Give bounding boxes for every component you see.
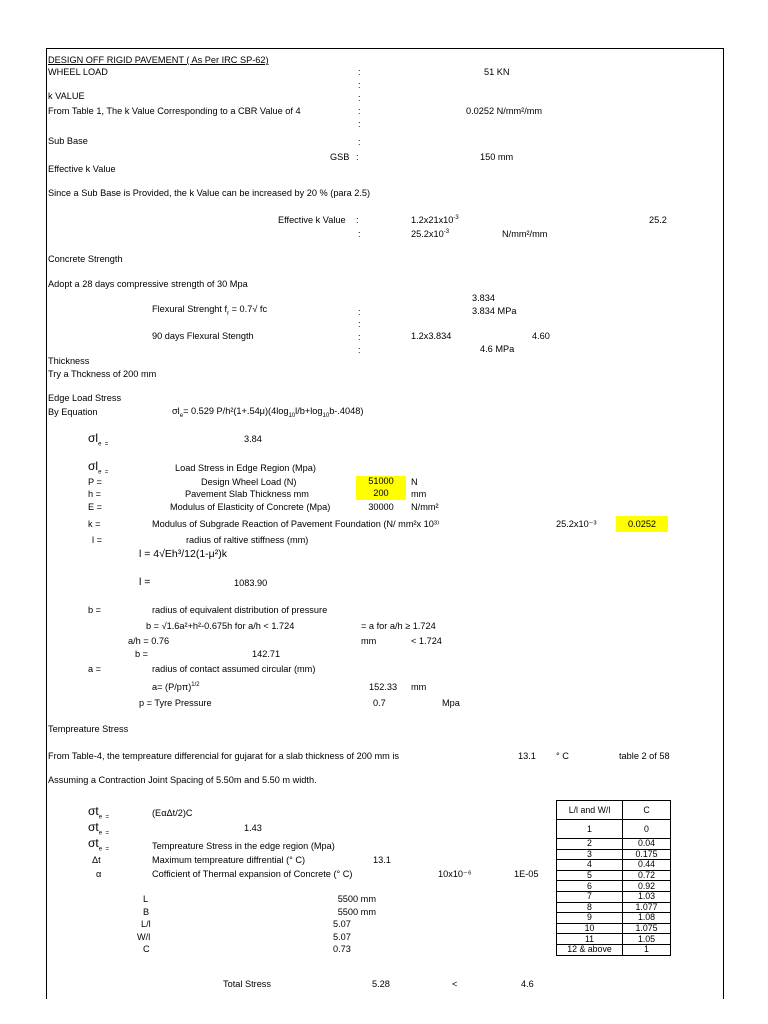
k-desc: Modulus of Subgrade Reaction of Pavement Foundation (N/ mm²x 10³⁾ xyxy=(152,519,440,529)
gsb-value: 150 mm xyxy=(480,152,514,162)
concrete-heading: Concrete Strength xyxy=(48,254,123,264)
l-eq: l = xyxy=(139,576,151,588)
colon: : xyxy=(358,307,361,317)
sigma-te-value: 1.43 xyxy=(244,823,262,833)
colon: : xyxy=(358,319,361,329)
eff-k-expr2 xyxy=(411,229,449,240)
gsb-label: GSB xyxy=(330,152,350,162)
table-header-cell: L/l and W/l xyxy=(557,801,623,820)
sigma-te-symbol-2: $\sigma t_e$ $_=$ xyxy=(88,820,109,837)
sigma-le-value: 3.84 xyxy=(244,434,262,444)
eff-k-expr1-sup: -3 xyxy=(453,214,459,221)
k-expr: 25.2x10⁻³ xyxy=(556,519,597,529)
table-cell: 8 xyxy=(557,902,623,913)
E-value: 30000 xyxy=(368,502,394,512)
table-row xyxy=(557,944,671,955)
wheel-load-label: WHEEL LOAD xyxy=(48,67,108,77)
temp-stress-label: Tempreature Stress in the edge region (Mpa) xyxy=(152,841,335,851)
days90-value: 4.6 MPa xyxy=(480,344,515,354)
h-symbol: h = xyxy=(88,489,102,499)
eff-k-unit: N/mm²/mm xyxy=(502,229,548,239)
table-row xyxy=(557,870,671,881)
P-value: 51000 xyxy=(356,476,406,488)
b-desc: radius of equivalent distribution of pressure xyxy=(152,605,328,615)
p-label: p = Tyre Pressure xyxy=(139,698,212,708)
eff-k-expr2-sup: -3 xyxy=(443,228,450,235)
table-cell: 1.075 xyxy=(623,923,671,934)
h-value: 200 xyxy=(356,488,406,500)
table-row xyxy=(557,891,671,902)
ah-unit: mm xyxy=(361,636,377,646)
table-cell: 0.04 xyxy=(623,839,671,850)
joint-text: Assuming a Contraction Joint Spacing of 5.50m and 5.50 m width. xyxy=(48,775,317,785)
P-desc: Design Wheel Load (N) xyxy=(201,477,297,487)
alpha-symbol: α xyxy=(96,869,102,879)
E-symbol: E = xyxy=(88,502,103,512)
L-value: 5500 mm xyxy=(337,894,376,904)
dt-desc: Maximum tempreature diffrential (° C) xyxy=(152,855,306,865)
P-symbol: P = xyxy=(88,477,102,487)
eff-k-label: Effective k Value xyxy=(278,215,346,225)
thickness-heading: Thickness xyxy=(48,356,90,366)
B-symbol: B xyxy=(143,907,150,917)
by-equation: By Equation xyxy=(48,407,98,417)
C-symbol: C xyxy=(143,944,150,954)
colon: : xyxy=(358,332,361,342)
colon: : xyxy=(358,119,361,129)
Wl-value: 5.07 xyxy=(333,932,351,942)
c-coefficient-table xyxy=(556,800,671,956)
increase-text: Since a Sub Base is Provided, the k Value can be increased by 20 % (para 2.5) xyxy=(48,188,371,198)
table1-value: 0.0252 N/mm²/mm xyxy=(466,106,543,116)
wheel-load-value: 51 KN xyxy=(484,67,510,77)
days90-label: 90 days Flexural Stength xyxy=(152,331,254,341)
table-row xyxy=(557,913,671,924)
table4-value: 13.1 xyxy=(518,751,536,761)
thickness-try: Try a Thckness of 200 mm xyxy=(48,369,157,379)
eff-k-right: 25.2 xyxy=(649,215,667,225)
table-cell: 6 xyxy=(557,881,623,892)
table-cell: 9 xyxy=(557,913,623,924)
ah-cmp: < 1.724 xyxy=(411,636,442,646)
total-stress-value: 5.28 xyxy=(372,979,390,989)
table-cell: 5 xyxy=(557,870,623,881)
table-cell: 3 xyxy=(557,849,623,860)
b-eq: b = xyxy=(135,649,149,659)
table-row xyxy=(557,820,671,839)
table-row xyxy=(557,849,671,860)
colon: : xyxy=(358,67,361,77)
table4-text: From Table-4, the tempreature differencial for gujarat for a slab thickness of 200 mm is xyxy=(48,751,399,761)
table-cell: 7 xyxy=(557,891,623,902)
eff-k-expr2-base: 25.2x10 xyxy=(411,229,444,239)
eff-k-expr1 xyxy=(411,215,459,226)
days90-expr: 1.2x3.834 xyxy=(411,331,452,341)
ah-label: a/h = 0.76 xyxy=(128,636,170,646)
table-row xyxy=(557,923,671,934)
dt-value: 13.1 xyxy=(373,855,391,865)
colon: : xyxy=(358,93,361,103)
table-cell: 1.077 xyxy=(623,902,671,913)
b-symbol: b = xyxy=(88,605,102,615)
P-unit: N xyxy=(411,477,418,487)
total-stress-cmp: < xyxy=(452,979,458,989)
table-cell: 4 xyxy=(557,860,623,871)
dt-symbol: Δt xyxy=(92,855,101,865)
alpha-value: 1E-05 xyxy=(514,869,539,879)
l-value: 1083.90 xyxy=(234,578,268,588)
page-title: DESIGN OFF RIGID PAVEMENT ( As Per IRC SP-62) xyxy=(48,55,269,65)
colon: : xyxy=(356,215,359,225)
table-cell: 1 xyxy=(557,820,623,839)
table-row xyxy=(557,839,671,850)
Ll-value: 5.07 xyxy=(333,919,351,929)
val-3834: 3.834 xyxy=(472,293,495,303)
colon: : xyxy=(356,152,359,162)
table-cell: 12 & above xyxy=(557,944,623,955)
k-value-heading: k VALUE xyxy=(48,91,85,101)
edge-equation: $\sigma l_e= 0.529$ $P/h^2(1+.54\mu)(4\log_{10}l/b+\log_{10}b-.4048)$ xyxy=(172,406,364,419)
sigma-te-symbol: $\sigma t_e$ $_=$ xyxy=(88,804,109,821)
table-cell: 1.03 xyxy=(623,891,671,902)
l-formula: l = 4√Eh³/12(1-μ²)k xyxy=(139,548,227,560)
sigma-le-symbol: $\sigma l_e$ $_=$ xyxy=(88,431,109,448)
table-cell: 1 xyxy=(623,944,671,955)
table-cell: 1.08 xyxy=(623,913,671,924)
b-alt: = a for a/h ≥ 1.724 xyxy=(361,621,436,631)
Ll-symbol: L/l xyxy=(141,919,151,929)
p-unit: Mpa xyxy=(442,698,460,708)
sigma-le-symbol-2: $\sigma l_e$ $_=$ xyxy=(88,459,109,476)
a-formula-sup: 1/2 xyxy=(191,681,200,688)
b-formula: b = √1.6a²+h²-0.675h for a/h < 1.724 xyxy=(146,621,295,631)
edge-heading: Edge Load Stress xyxy=(48,393,122,403)
E-unit: N/mm² xyxy=(411,502,439,512)
h-desc: Pavement Slab Thickness mm xyxy=(185,489,309,499)
table-header-cell: C xyxy=(623,801,671,820)
table-row xyxy=(557,934,671,945)
total-stress-limit: 4.6 xyxy=(521,979,534,989)
table4-unit: ° C xyxy=(556,751,569,761)
sigma-te-symbol-3: $\sigma t_e$ $_=$ xyxy=(88,836,109,853)
Wl-symbol: W/l xyxy=(137,932,151,942)
B-value: 5500 mm xyxy=(337,907,376,917)
table-row xyxy=(557,902,671,913)
C-value: 0.73 xyxy=(333,944,351,954)
alpha-desc: Cofficient of Thermal expansion of Concrete (° C) xyxy=(152,869,353,879)
colon: : xyxy=(358,80,361,90)
table-cell: 1.05 xyxy=(623,934,671,945)
E-desc: Modulus of Elasticity of Concrete (Mpa) xyxy=(170,502,331,512)
adopt-text: Adopt a 28 days compressive strength of 30 Mpa xyxy=(48,279,248,289)
colon: : xyxy=(358,106,361,116)
a-unit: mm xyxy=(411,682,427,692)
a-formula-base: a= (P/pπ) xyxy=(152,682,192,692)
flexural-label: Flexural Strenght $f_r = 0.7√$ fc xyxy=(152,304,268,317)
table-cell: 0.175 xyxy=(623,849,671,860)
a-value: 152.33 xyxy=(369,682,398,692)
table-cell: 11 xyxy=(557,934,623,945)
b-value: 142.71 xyxy=(252,649,281,659)
eff-k-expr1-base: 1.2x21x10 xyxy=(411,215,454,225)
table-row xyxy=(557,881,671,892)
table-cell: 0.72 xyxy=(623,870,671,881)
table-header-row xyxy=(557,801,671,820)
colon: : xyxy=(358,345,361,355)
a-symbol: a = xyxy=(88,664,102,674)
k-value: 0.0252 xyxy=(616,516,668,532)
table-cell: 0 xyxy=(623,820,671,839)
table-cell: 10 xyxy=(557,923,623,934)
table-cell: 0.44 xyxy=(623,860,671,871)
l-desc: radius of raltive stiffness (mm) xyxy=(186,535,309,545)
table-ref: table 2 of 58 xyxy=(619,751,670,761)
table-cell: 2 xyxy=(557,839,623,850)
table-row xyxy=(557,860,671,871)
k-symbol: k = xyxy=(88,519,101,529)
a-desc: radius of contact assumed circular (mm) xyxy=(152,664,316,674)
load-stress-label: Load Stress in Edge Region (Mpa) xyxy=(175,463,316,473)
table1-text: From Table 1, The k Value Corresponding to a CBR Value of 4 xyxy=(48,106,301,116)
p-value: 0.7 xyxy=(373,698,386,708)
colon: : xyxy=(358,229,361,239)
flexural-value: 3.834 MPa xyxy=(472,306,517,316)
effective-k-heading: Effective k Value xyxy=(48,164,116,174)
temp-heading: Tempreature Stress xyxy=(48,724,129,734)
table-cell: 0.92 xyxy=(623,881,671,892)
total-stress-label: Total Stress xyxy=(223,979,271,989)
a-formula xyxy=(152,682,200,693)
h-unit: mm xyxy=(411,489,427,499)
L-symbol: L xyxy=(143,894,149,904)
sigma-te-formula: (EαΔt/2)C xyxy=(152,808,193,818)
sub-base-label: Sub Base xyxy=(48,136,88,146)
colon: : xyxy=(358,137,361,147)
l-symbol: l = xyxy=(92,535,102,545)
days90-right: 4.60 xyxy=(532,331,550,341)
alpha-expr: 10x10⁻⁶ xyxy=(438,869,472,879)
